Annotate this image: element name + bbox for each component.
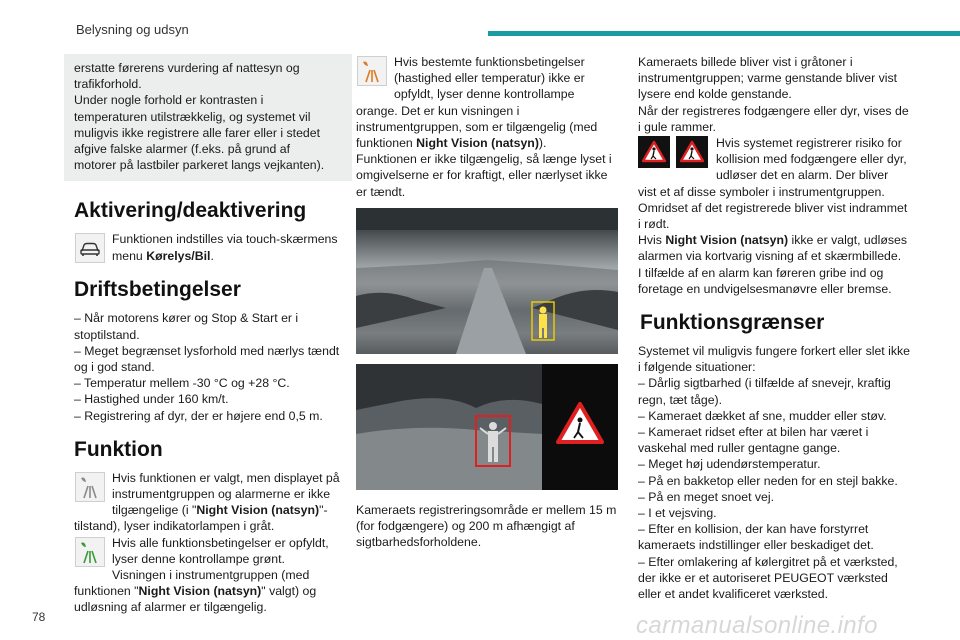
orange-lamp-paragraph [356,54,618,151]
thermal-camera-image [356,208,618,354]
limit-item: – Meget høj udendørstemperatur. [638,457,821,472]
function-heading: Funktion [74,437,163,461]
intro-line: temperaturen utilstrækkelig, og systemet vil [74,109,311,124]
car-icon [74,232,106,264]
orange-lamp-mode: Night Vision (natsyn) [416,136,539,151]
function-grey-text: Hvis funktionen er valgt, men displayet på instrumentgruppen og alarmerne er ikke tilgængelige (i " [112,470,340,518]
collision-alert-paragraph [638,135,910,232]
orange-lamp-text: Hvis bestemte funktionsbetingelser (hastighed eller temperatur) ikke er opfyldt, lyser denne kontrollampe orange. Det er kun visningen i instrumentgruppen, som er tilgængelig (med funktionen [356,55,598,151]
limit-item: – På en meget snoet vej. [638,489,775,504]
camera-caption: Kameraets registreringsområde er mellem 15 m (for fodgængere) og 200 m afhængigt af sigtbarhedsforholdene. [356,502,617,550]
grayscale-paragraph: Kameraets billede bliver vist i gråtoner i instrumentgruppen; varme genstande bliver vist lysere end kolde genstande. [638,55,898,102]
header-accent-bar [488,31,960,36]
limit-item: – Kameraet ridset efter at bilen har været i vaskehal med ruller gentagne gange. [638,425,869,456]
yellow-frame-paragraph: Når der registreres fodgængere eller dyr, vises de i gule rammer. [638,103,909,134]
condition-item: – Temperatur mellem -30 °C og +28 °C. [74,376,290,391]
light-unavailable-paragraph: Funktionen er ikke tilgængelig, så længe lyset i omgivelserne er for kraftigt, eller nærlyset ikke er tændt. [356,152,612,199]
intro-line: afgive falske alarmer (f.eks. på grund af [74,142,290,157]
limit-item: – Kameraet dækket af sne, mudder eller støv. [638,408,887,423]
limit-item: – Dårlig sigtbarhed (i tilfælde af snevejr, kraftig regn, tæt tåge). [638,376,891,407]
function-green-display-b: " valgt) og udløsning af alarmer er tilgængelig. [74,584,317,615]
intro-line: erstatte førerens vurdering af nattesyn og [74,61,300,75]
activation-text: Funktionen indstilles via touch-skærmens menu [112,232,338,263]
activation-menu-name: Kørelys/Bil [146,248,211,263]
activation-text-end: . [210,248,214,263]
function-grey-paragraph [74,470,352,535]
alert-not-selected-paragraph [638,232,910,264]
column-3 [638,54,910,602]
night-vision-grey-icon [74,471,106,503]
condition-item: – Meget begrænset lysforhold med nærlys tændt og i god stand. [74,343,340,375]
intro-line: motorer på lastbiler parkeret langs vejkanten). [74,158,325,173]
collision-alert-text: Hvis systemet registrerer risiko for kollision med fodgængere eller dyr, udløser det en alarm. Der bliver vist et af disse symboler i instrumentgruppen. Omridset af det registrerede bliver vist indrammet i rødt. [638,136,908,232]
activation-paragraph [74,231,352,264]
function-green-text: Hvis alle funktionsbetingelser er opfyldt, lyser denne kontrollampe grønt. [112,535,329,566]
function-grey-text-end: "-tilstand), lyser indikatorlampen i gråt. [74,503,328,534]
intro-note-box [64,54,352,181]
alert-not-selected-a: Hvis [638,233,666,248]
limits-intro: Systemet vil muligvis fungere forkert eller slet ikke i følgende situationer: [638,344,910,375]
orange-lamp-text-end: ). [538,136,547,151]
intro-line: muligvis ikke registrere alle farer eller i stedet [74,125,321,140]
activation-heading: Aktivering/deaktivering [74,199,307,223]
limit-item: – Efter omlakering af kølergitret på et værksted, der ikke er et autoriseret PEUGEOT værksted eller et andet kvalificeret værksted. [638,554,898,602]
alert-not-selected-mode: Night Vision (natsyn) [665,233,789,248]
condition-item: – Registrering af dyr, der er højere end 0,5 m. [74,408,323,423]
intro-line: Under nogle forhold er kontrasten i [74,93,264,108]
pedestrian-alert-image [356,364,618,490]
function-green-mode: Night Vision (natsyn) [138,584,262,599]
watermark: carmanualsonline.info [636,612,878,639]
driver-action-paragraph: I tilfælde af en alarm kan føreren gribe ind og foretage en undvigelsesmanøvre eller bremse. [638,265,892,296]
limit-item: – På en bakketop eller neden for en stejl bakke. [638,473,898,488]
page-number: 78 [32,610,46,624]
function-green-paragraph [74,535,352,616]
conditions-heading: Driftsbetingelser [74,278,241,302]
condition-item: – Hastighed under 160 km/t. [74,392,229,407]
limit-item: – I et vejsving. [638,506,717,521]
intro-line: trafikforhold. [74,77,142,92]
function-green-display-a: Visningen i instrumentgruppen (med funktionen " [74,568,310,599]
night-vision-orange-icon [356,55,388,87]
section-title: Belysning og udsyn [76,22,189,37]
alert-not-selected-b: ikke er valgt, udløses alarmen via kortvarig visning af et skærmbillede. [638,233,907,264]
condition-item: – Når motorens kører og Stop & Start er i stoptilstand. [74,311,299,342]
function-green-display-text [74,567,352,616]
limits-heading: Funktionsgrænser [640,311,825,335]
function-grey-mode: Night Vision (natsyn) [196,503,320,518]
collision-warning-icons [638,136,710,172]
column-2 [356,54,618,550]
column-1 [64,54,352,616]
limit-item: – Efter en kollision, der kan have forstyrret kameraets indstillinger eller beskadiget det. [638,522,874,553]
night-vision-green-icon [74,536,106,568]
